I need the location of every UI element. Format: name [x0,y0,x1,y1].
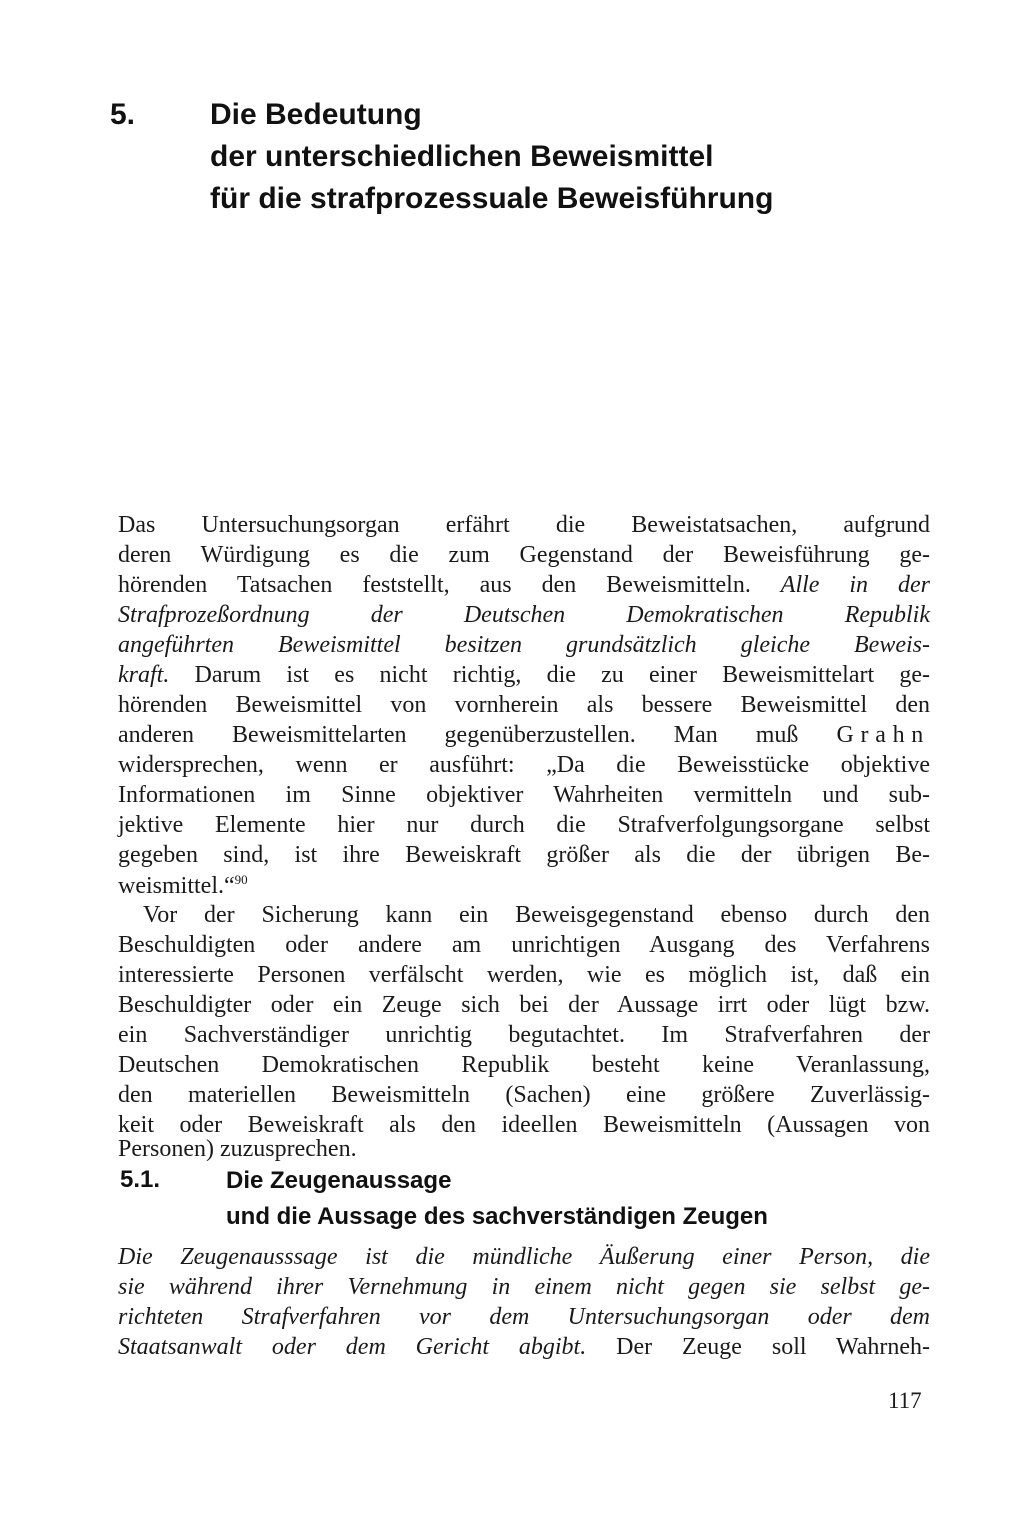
section-title-line: der unterschiedlichen Beweismittel [210,140,714,173]
text-line: hörenden Beweismittel von vornherein als bessere Beweismittel den [118,692,930,718]
text-line: Personen) zuzusprechen. [118,1136,357,1162]
text-line [118,662,930,689]
text-line: keit oder Beweiskraft als den ideellen Beweismitteln (Aussagen von [118,1112,930,1138]
subsection-title [226,1163,768,1235]
text-line: ein Sachverständiger unrichtig begutachtet. Im Strafverfahren der [118,1022,930,1048]
text-line: den materiellen Beweismitteln (Sachen) eine größere Zuverlässig- [118,1082,930,1108]
italic-text-line: Strafprozeßordnung der Deutschen Demokratischen Republik [118,602,930,628]
text-line: Beschuldigten oder andere am unrichtigen Ausgang des Verfahrens [118,932,930,958]
italic-text: kraft. [118,662,170,688]
section-title-line: für die strafprozessuale Beweisführung [210,182,774,215]
text-line [118,572,930,599]
text-line [118,722,930,749]
italic-text-line: sie während ihrer Vernehmung in einem nicht gegen sie selbst ge- [118,1274,930,1300]
text-span: Der Zeuge soll Wahrneh- [616,1334,931,1360]
text-line [118,872,248,900]
text-line: Beschuldigter oder ein Zeuge sich bei der Aussage irrt oder lügt bzw. [118,992,930,1018]
subsection-title-line: Die Zeugenaussage [226,1167,452,1194]
italic-text: Staatsanwalt oder dem Gericht abgibt. [118,1334,587,1360]
text-line [118,1334,930,1361]
text-line: Informationen im Sinne objektiver Wahrheiten vermitteln und sub- [118,782,930,808]
text-span: anderen Beweismittelarten gegenüberzustellen. Man muß [118,722,799,748]
italic-text: Alle in der [780,572,930,598]
text-line: gegeben sind, ist ihre Beweiskraft größer als die der übrigen Be- [118,842,930,868]
section-title [210,94,773,220]
text-span: hörenden Tatsachen feststellt, aus den Beweismitteln. [118,572,751,598]
text-line: deren Würdigung es die zum Gegenstand der Beweisführung ge- [118,542,930,568]
text-line: interessierte Personen verfälscht werden, wie es möglich ist, daß ein [118,962,930,988]
page-number: 117 [888,1388,922,1413]
text-span: Darum ist es nicht richtig, die zu einer Beweismittelart ge- [194,662,930,688]
author-name: Grahn [836,722,931,748]
text-line: Vor der Sicherung kann ein Beweisgegenstand ebenso durch den [143,902,930,928]
subsection-number: 5.1. [120,1166,161,1193]
italic-text-line: Die Zeugenausssage ist die mündliche Äußerung einer Person, die [118,1244,930,1270]
text-line: Das Untersuchungsorgan erfährt die Beweistatsachen, aufgrund [118,512,930,538]
italic-text-line: richteten Strafverfahren vor dem Untersuchungsorgan oder dem [118,1304,930,1330]
section-title-line: Die Bedeutung [210,98,422,131]
italic-text-line: angeführten Beweismittel besitzen grundsätzlich gleiche Beweis- [118,632,930,658]
subsection-title-line: und die Aussage des sachverständigen Zeugen [226,1203,768,1230]
text-line: widersprechen, wenn er ausführt: „Da die Beweisstücke objektive [118,752,930,778]
text-line: Deutschen Demokratischen Republik besteht keine Veranlassung, [118,1052,930,1078]
section-number: 5. [110,98,136,131]
footnote-reference: 90 [234,872,248,887]
text-span: weismittel.“ [118,873,235,899]
text-line: jektive Elemente hier nur durch die Strafverfolgungsorgane selbst [118,812,930,838]
